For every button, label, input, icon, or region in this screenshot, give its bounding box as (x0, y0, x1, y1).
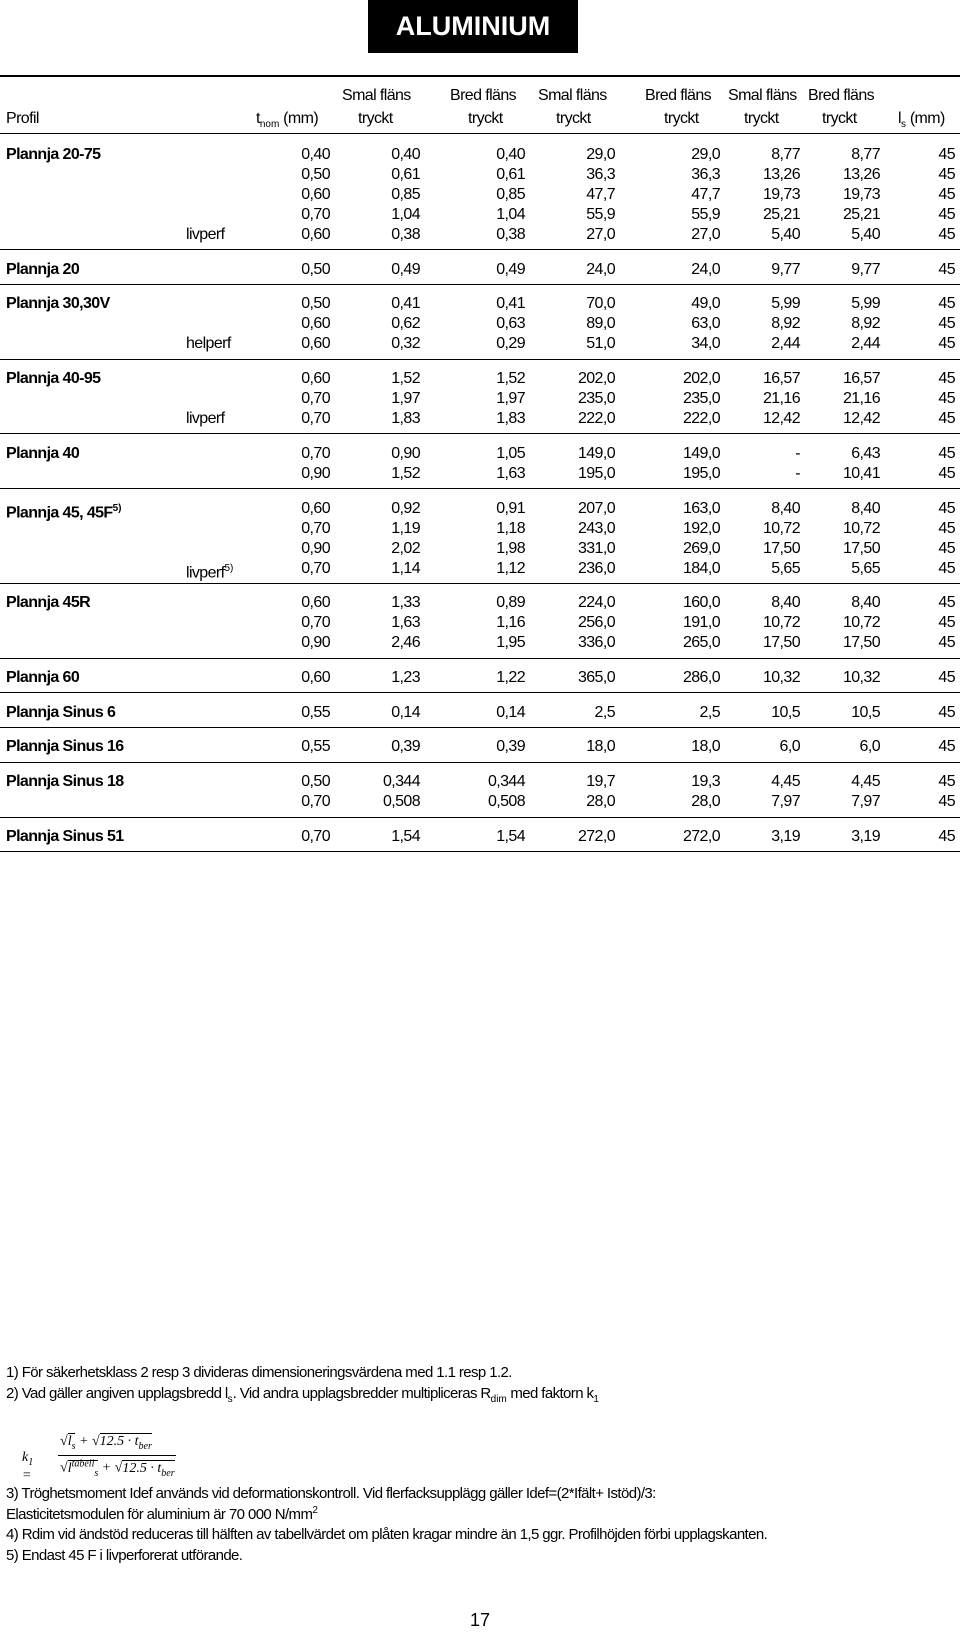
table-cell: 1,95 (496, 634, 525, 652)
row-variant: livperf (186, 410, 225, 428)
group-separator (0, 851, 960, 852)
table-cell: 0,344 (487, 773, 525, 791)
header-tryckt-4: tryckt (664, 109, 699, 127)
table-cell: 7,97 (851, 793, 880, 811)
table-cell: 47,7 (586, 185, 615, 203)
table-cell: 19,7 (586, 773, 615, 791)
table-cell: 45 (938, 614, 955, 632)
group-separator (0, 249, 960, 250)
table-cell: 0,60 (301, 335, 330, 353)
header-flange-3: Smal fläns (538, 86, 607, 104)
table-cell: 0,63 (496, 315, 525, 333)
group-separator (0, 359, 960, 360)
table-cell: 0,508 (487, 793, 525, 811)
table-cell: 25,21 (762, 205, 800, 223)
header-tryckt-5: tryckt (744, 109, 779, 127)
table-cell: 0,50 (301, 165, 330, 183)
table-cell: 45 (938, 390, 955, 408)
table-cell: 19,73 (762, 185, 800, 203)
table-cell: 191,0 (682, 614, 720, 632)
header-ls: $l_s$ (mm) (898, 109, 945, 130)
table-cell: 9,77 (771, 260, 800, 278)
table-cell: 195,0 (682, 464, 720, 482)
table-cell: 149,0 (577, 444, 615, 462)
table-cell: 25,21 (842, 205, 880, 223)
table-cell: 45 (938, 669, 955, 686)
group-separator (0, 488, 960, 489)
table-cell: 10,41 (842, 464, 880, 482)
group-separator (0, 817, 960, 818)
table-cell: 184,0 (682, 559, 720, 577)
profile-name: Plannja Sinus 18 (6, 773, 124, 791)
table-cell: 1,97 (391, 390, 420, 408)
profile-name: Plannja 20 (6, 260, 80, 278)
row-variant: livperf (186, 225, 225, 243)
table-cell: 55,9 (691, 205, 720, 223)
table-cell: 0,61 (496, 165, 525, 183)
table-cell: 0,60 (301, 370, 330, 388)
table-cell: 9,77 (851, 260, 880, 278)
table-cell: 0,50 (301, 295, 330, 313)
table-cell: 45 (938, 594, 955, 612)
table-cell: 0,32 (391, 335, 420, 353)
table-cell: 45 (938, 539, 955, 557)
table-cell: 45 (938, 295, 955, 313)
table-cell: 10,72 (762, 614, 800, 632)
table-cell: 34,0 (691, 335, 720, 353)
table-cell: 45 (938, 370, 955, 388)
table-cell: 0,60 (301, 669, 330, 686)
table-cell: 0,70 (301, 614, 330, 632)
table-cell: 0,70 (301, 444, 330, 462)
table-cell: 24,0 (691, 260, 720, 278)
table-cell: 10,32 (842, 669, 880, 686)
table-cell: 224,0 (577, 594, 615, 612)
table-cell: 45 (938, 444, 955, 462)
table-cell: 1,97 (496, 390, 525, 408)
table-cell: 17,50 (842, 634, 880, 652)
table-cell: 45 (938, 793, 955, 811)
table-cell: 6,0 (859, 738, 880, 756)
table-cell: 3,19 (851, 827, 880, 845)
table-cell: 70,0 (586, 295, 615, 313)
table-cell: 17,50 (842, 539, 880, 557)
table-cell: 0,60 (301, 499, 330, 517)
table-cell: 89,0 (586, 315, 615, 333)
table-cell: 1,18 (496, 519, 525, 537)
table-cell: 0,70 (301, 410, 330, 428)
table-cell: 0,60 (301, 225, 330, 243)
group-separator (0, 433, 960, 434)
table-cell: 51,0 (586, 335, 615, 353)
table-cell: 0,49 (391, 260, 420, 278)
footnote-5: 5) Endast 45 F i livperforerat utförande. (6, 1547, 243, 1565)
table-cell: 45 (938, 499, 955, 517)
table-cell: 1,63 (391, 614, 420, 632)
table-cell: 45 (938, 185, 955, 203)
table-cell: 0,70 (301, 205, 330, 223)
table-cell: 27,0 (691, 225, 720, 243)
table-cell: 272,0 (577, 827, 615, 845)
table-cell: 2,5 (699, 703, 720, 721)
table-cell: 7,97 (771, 793, 800, 811)
table-cell: 0,70 (301, 793, 330, 811)
page-title: ALUMINIUM (368, 0, 578, 53)
table-cell: 0,50 (301, 260, 330, 278)
table-cell: 0,60 (301, 315, 330, 333)
table-cell: 195,0 (577, 464, 615, 482)
header-flange-2: Bred fläns (450, 86, 517, 104)
profile-name: Plannja 60 (6, 669, 80, 686)
group-separator (0, 727, 960, 728)
table-cell: 0,40 (496, 145, 525, 163)
table-cell: 1,52 (496, 370, 525, 388)
table-cell: 1,63 (496, 464, 525, 482)
table-cell: 24,0 (586, 260, 615, 278)
table-cell: 0,70 (301, 519, 330, 537)
table-cell: 12,42 (762, 410, 800, 428)
table-cell: 286,0 (682, 669, 720, 686)
table-cell: 1,16 (496, 614, 525, 632)
table-cell: 45 (938, 205, 955, 223)
table-cell: 18,0 (691, 738, 720, 756)
header-tryckt-3: tryckt (556, 109, 591, 127)
table-cell: 8,40 (771, 594, 800, 612)
table-cell: 149,0 (682, 444, 720, 462)
table-cell: 17,50 (762, 539, 800, 557)
table-cell: 3,19 (771, 827, 800, 845)
table-cell: 45 (938, 827, 955, 845)
header-tryckt-2: tryckt (468, 109, 503, 127)
profile-name: Plannja 45R (6, 594, 91, 612)
table-cell: 192,0 (682, 519, 720, 537)
header-tryckt-1: tryckt (358, 109, 393, 127)
table-cell: 269,0 (682, 539, 720, 557)
table-cell: 5,99 (851, 295, 880, 313)
table-cell: 49,0 (691, 295, 720, 313)
table-cell: 256,0 (577, 614, 615, 632)
table-cell: 0,90 (301, 539, 330, 557)
table-cell: 10,5 (851, 703, 880, 721)
header-flange-1: Smal fläns (342, 86, 411, 104)
table-cell: 55,9 (586, 205, 615, 223)
group-separator (0, 583, 960, 584)
table-cell: 1,12 (496, 559, 525, 577)
table-cell: 2,02 (391, 539, 420, 557)
profile-name: Plannja 45, $45F^{5)}$ (6, 502, 122, 521)
table-cell: 243,0 (577, 519, 615, 537)
table-cell: 0,70 (301, 390, 330, 408)
footnote-3-elasticity: Elasticitetsmodulen för aluminium är 70 000 $N/mm^2$ (6, 1504, 318, 1523)
table-cell: 0,85 (391, 185, 420, 203)
table-cell: 0,508 (382, 793, 420, 811)
table-cell: 1,23 (391, 669, 420, 686)
table-cell: 45 (938, 335, 955, 353)
table-cell: 10,72 (842, 519, 880, 537)
table-cell: 0,38 (496, 225, 525, 243)
table-cell: 13,26 (842, 165, 880, 183)
table-cell: 21,16 (842, 390, 880, 408)
table-cell: 45 (938, 519, 955, 537)
table-cell: 0,41 (496, 295, 525, 313)
group-separator (0, 762, 960, 763)
table-cell: 235,0 (577, 390, 615, 408)
table-cell: 0,50 (301, 773, 330, 791)
group-separator (0, 658, 960, 659)
table-cell: 0,89 (496, 594, 525, 612)
profile-name: Plannja 40-95 (6, 370, 101, 388)
table-cell: 0,41 (391, 295, 420, 313)
header-flange-4: Bred fläns (645, 86, 712, 104)
table-cell: 45 (938, 145, 955, 163)
table-cell: 0,39 (496, 738, 525, 756)
table-cell: 1,19 (391, 519, 420, 537)
table-cell: 272,0 (682, 827, 720, 845)
table-cell: 202,0 (577, 370, 615, 388)
table-cell: 235,0 (682, 390, 720, 408)
table-cell: 1,98 (496, 539, 525, 557)
header-flange-6: Bred fläns (808, 86, 875, 104)
table-cell: 2,5 (594, 703, 615, 721)
table-cell: 45 (938, 738, 955, 756)
header-rule (0, 133, 960, 134)
table-cell: 19,3 (691, 773, 720, 791)
table-cell: 18,0 (586, 738, 615, 756)
table-cell: 1,04 (391, 205, 420, 223)
table-cell: 10,72 (842, 614, 880, 632)
table-cell: 0,60 (301, 185, 330, 203)
table-cell: 5,40 (851, 225, 880, 243)
table-cell: 0,49 (496, 260, 525, 278)
table-cell: 21,16 (762, 390, 800, 408)
table-cell: 45 (938, 559, 955, 577)
table-cell: 0,61 (391, 165, 420, 183)
table-cell: 6,43 (851, 444, 880, 462)
table-cell: 16,57 (842, 370, 880, 388)
table-cell: 1,52 (391, 464, 420, 482)
table-cell: 12,42 (842, 410, 880, 428)
table-cell: 1,54 (496, 827, 525, 845)
table-cell: 1,83 (496, 410, 525, 428)
table-cell: 0,39 (391, 738, 420, 756)
table-cell: 29,0 (691, 145, 720, 163)
table-cell: 207,0 (577, 499, 615, 517)
table-cell: 336,0 (577, 634, 615, 652)
table-cell: 47,7 (691, 185, 720, 203)
table-cell: 0,55 (301, 703, 330, 721)
table-cell: 1,52 (391, 370, 420, 388)
table-cell: 0,40 (301, 145, 330, 163)
table-cell: 202,0 (682, 370, 720, 388)
profile-name: Plannja 20-75 (6, 145, 101, 163)
table-cell: - (795, 464, 800, 482)
table-cell: 10,5 (771, 703, 800, 721)
profile-name: Plannja Sinus 6 (6, 703, 116, 721)
footnote-4: 4) Rdim vid ändstöd reduceras till hälften av tabellvärdet om plåten kragar mindre än 1,5 ggr. Profilhöjden förbi upplagskanten. (6, 1525, 768, 1543)
table-cell: 1,54 (391, 827, 420, 845)
table-cell: 45 (938, 315, 955, 333)
table-cell: 8,40 (851, 594, 880, 612)
footnote-1: 1) För säkerhetsklass 2 resp 3 divideras dimensioneringsvärdena med 1.1 resp 1.2. (6, 1363, 512, 1381)
table-cell: 163,0 (682, 499, 720, 517)
table-cell: 0,60 (301, 594, 330, 612)
profile-name: Plannja Sinus 51 (6, 827, 124, 845)
table-cell: 36,3 (586, 165, 615, 183)
table-cell: 45 (938, 260, 955, 278)
table-cell: 2,46 (391, 634, 420, 652)
table-cell: 1,04 (496, 205, 525, 223)
table-cell: 8,40 (771, 499, 800, 517)
table-cell: 19,73 (842, 185, 880, 203)
table-cell: 5,40 (771, 225, 800, 243)
table-cell: 2,44 (771, 335, 800, 353)
table-cell: 6,0 (779, 738, 800, 756)
table-cell: 28,0 (586, 793, 615, 811)
row-variant: livperf$^{5)}$ (186, 562, 234, 581)
table-cell: - (795, 444, 800, 462)
table-cell: 0,90 (391, 444, 420, 462)
table-cell: 160,0 (682, 594, 720, 612)
table-cell: 0,29 (496, 335, 525, 353)
group-separator (0, 284, 960, 285)
table-cell: 16,57 (762, 370, 800, 388)
table-cell: 8,92 (851, 315, 880, 333)
table-cell: 27,0 (586, 225, 615, 243)
table-top-rule (0, 75, 960, 77)
table-cell: 1,33 (391, 594, 420, 612)
table-cell: 0,55 (301, 738, 330, 756)
table-cell: 222,0 (682, 410, 720, 428)
table-cell: 8,77 (771, 145, 800, 163)
page-number: 17 (469, 1610, 491, 1630)
table-cell: 45 (938, 464, 955, 482)
table-cell: 0,85 (496, 185, 525, 203)
table-cell: 2,44 (851, 335, 880, 353)
table-cell: 63,0 (691, 315, 720, 333)
table-cell: 331,0 (577, 539, 615, 557)
header-profil: Profil (6, 109, 39, 127)
table-cell: 5,65 (771, 559, 800, 577)
table-cell: 10,32 (762, 669, 800, 686)
table-cell: 236,0 (577, 559, 615, 577)
header-tnom: $t_{nom}$ (mm) (256, 109, 319, 130)
table-cell: 365,0 (577, 669, 615, 686)
table-cell: 0,92 (391, 499, 420, 517)
table-cell: 10,72 (762, 519, 800, 537)
table-cell: 0,14 (496, 703, 525, 721)
profile-name: Plannja 40 (6, 444, 80, 462)
table-cell: 222,0 (577, 410, 615, 428)
row-variant: helperf (186, 335, 231, 353)
header-tryckt-6: tryckt (822, 109, 857, 127)
table-cell: 1,05 (496, 444, 525, 462)
table-cell: 45 (938, 225, 955, 243)
table-cell: 1,14 (391, 559, 420, 577)
header-flange-5: Smal fläns (728, 86, 797, 104)
table-cell: 45 (938, 634, 955, 652)
table-cell: 45 (938, 773, 955, 791)
table-cell: 45 (938, 703, 955, 721)
profile-name: Plannja 30,30V (6, 295, 110, 313)
table-cell: 8,77 (851, 145, 880, 163)
table-cell: 265,0 (682, 634, 720, 652)
table-cell: 0,91 (496, 499, 525, 517)
table-cell: 45 (938, 410, 955, 428)
table-cell: 8,40 (851, 499, 880, 517)
table-cell: 0,38 (391, 225, 420, 243)
table-cell: 4,45 (771, 773, 800, 791)
table-cell: 1,83 (391, 410, 420, 428)
table-cell: 45 (938, 165, 955, 183)
footnote-3: 3) Tröghetsmoment Idef används vid deformationskontroll. Vid flerfacksupplägg gäller Idef=(2*Ifält+ Istöd)/3: (6, 1484, 656, 1502)
table-cell: 0,90 (301, 464, 330, 482)
table-cell: 0,70 (301, 559, 330, 577)
table-cell: 5,65 (851, 559, 880, 577)
table-cell: 0,344 (382, 773, 420, 791)
table-cell: 29,0 (586, 145, 615, 163)
table-cell: 8,92 (771, 315, 800, 333)
table-cell: 0,14 (391, 703, 420, 721)
table-cell: 0,90 (301, 634, 330, 652)
table-cell: 0,40 (391, 145, 420, 163)
table-cell: 28,0 (691, 793, 720, 811)
table-cell: 0,62 (391, 315, 420, 333)
table-cell: 36,3 (691, 165, 720, 183)
table-cell: 1,22 (496, 669, 525, 686)
table-cell: 13,26 (762, 165, 800, 183)
profile-name: Plannja Sinus 16 (6, 738, 124, 756)
table-cell: 0,70 (301, 827, 330, 845)
table-cell: 5,99 (771, 295, 800, 313)
table-cell: 17,50 (762, 634, 800, 652)
footnote-2: 2) Vad gäller angiven upplagsbredd $l_s$. Vid andra upplagsbredder multipliceras $R_{dim}$ med faktorn $k_1$ (6, 1384, 599, 1405)
group-separator (0, 692, 960, 693)
table-cell: 4,45 (851, 773, 880, 791)
